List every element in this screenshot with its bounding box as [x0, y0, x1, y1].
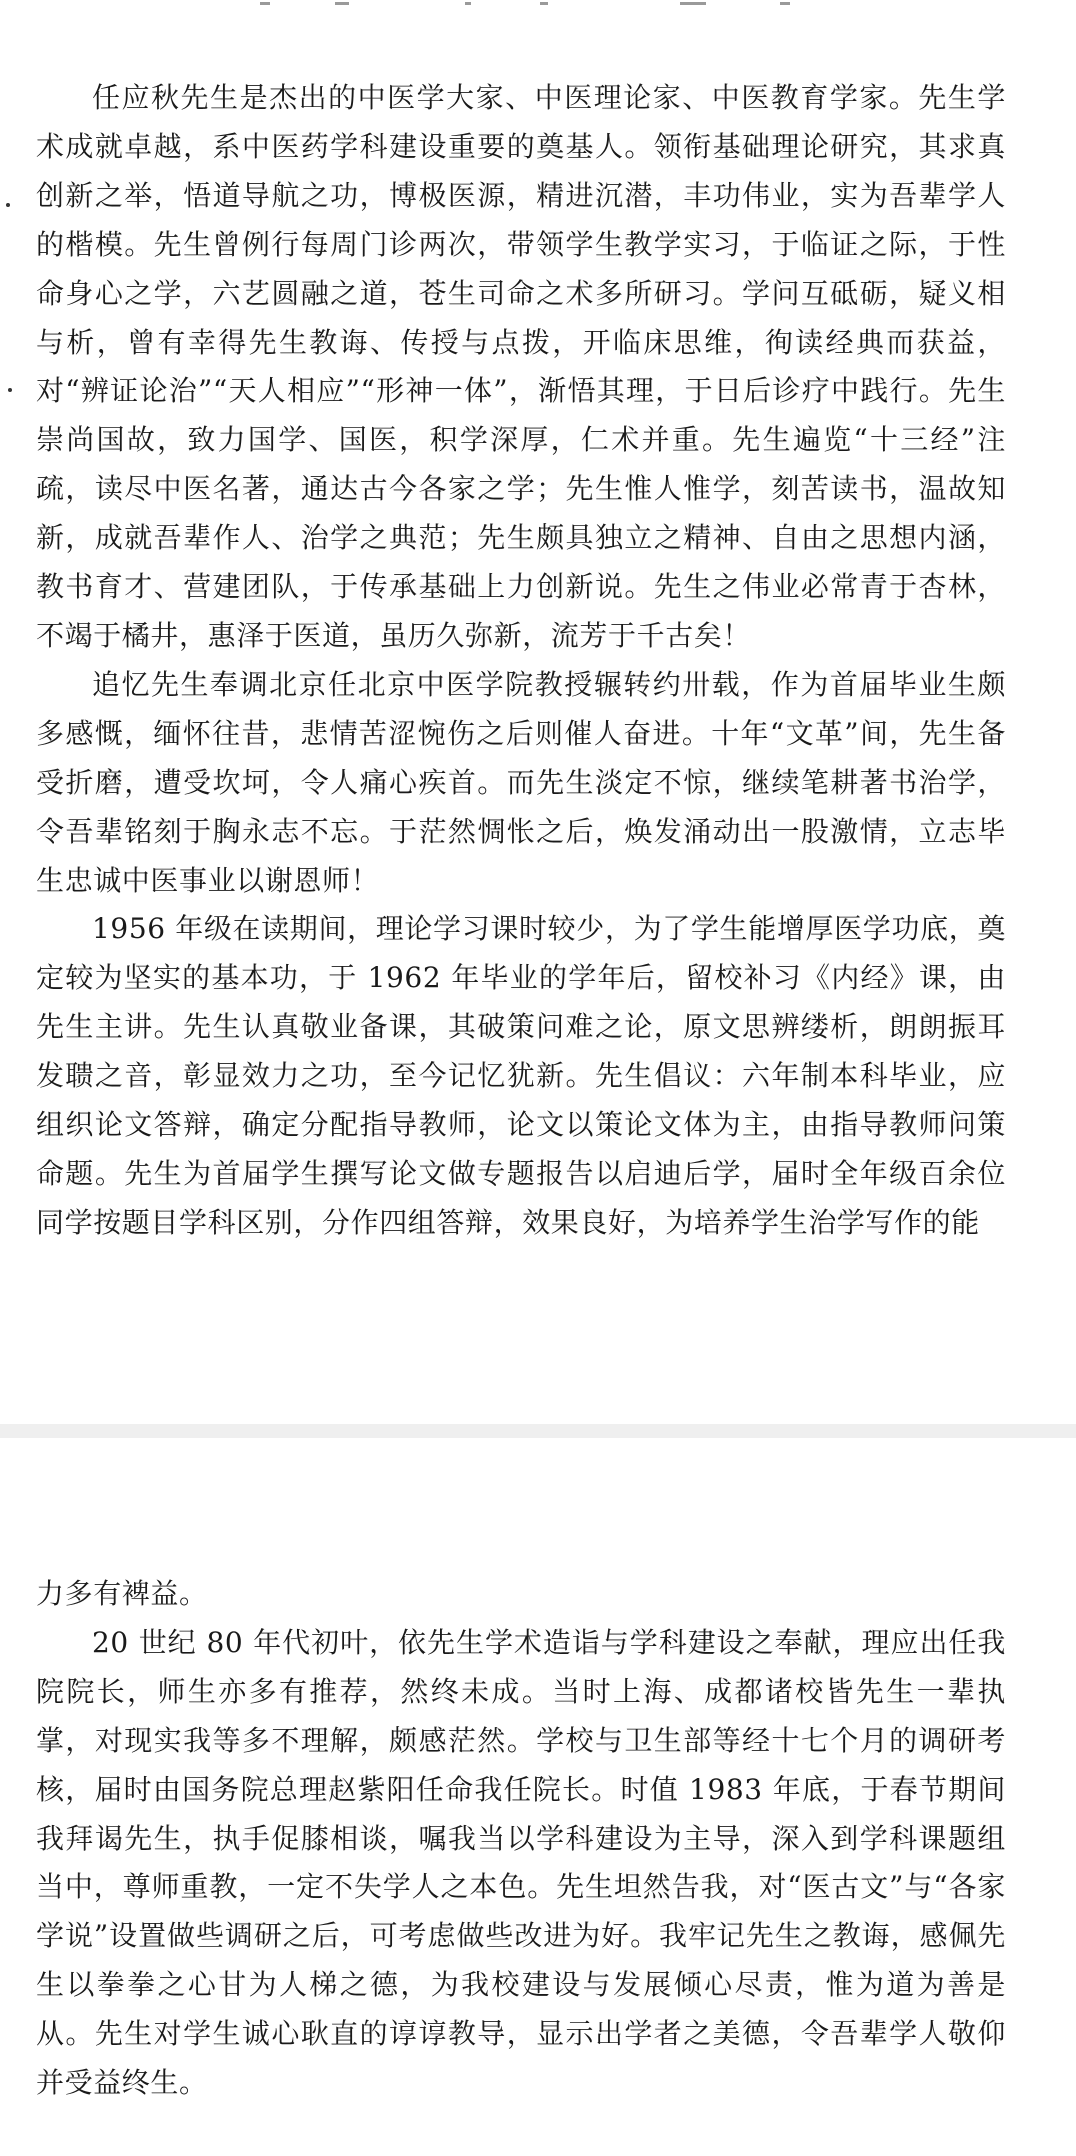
- paragraph: 1956 年级在读期间，理论学习课时较少，为了学生能增厚医学功底，奠定较为坚实的基本功，于 1962 年毕业的学年后，留校补习《内经》课，由先生主讲。先生认真敬业备课，其破策问难之论，原文思辨缕析，朗朗振耳发聩之音，彰显效力之功，至今记忆犹新。先生倡议：六年制本科毕业，应组织论文答辩，确定分配指导教师，论文以策论文体为主，由指导教师问策命题。先生为首届学生撰写论文做专题报告以启迪后学，届时全年级百余位同学按题目学科区别，分作四组答辩，效果良好，为培养学生治学写作的能: [36, 912, 1006, 1239]
- document-page-2: [0, 1438, 1076, 2156]
- body-text: [36, 74, 1006, 1248]
- body-text: [36, 1570, 1006, 2108]
- page-separator: [0, 1424, 1076, 1438]
- scan-artifact-dot: [8, 388, 12, 392]
- paragraph: 20 世纪 80 年代初叶，依先生学术造诣与学科建设之奉献，理应出任我院院长，师生亦多有推荐，然终未成。当时上海、成都诸校皆先生一辈执掌，对现实我等多不理解，颇感茫然。学校与卫生部等经十七个月的调研考核，届时由国务院总理赵紫阳任命我任院长。时值 1983 年底，于春节期间我拜谒先生，执手促膝相谈，嘱我当以学科建设为主导，深入到学科课题组当中，尊师重教，一定不失学人之本色。先生坦然告我，对“医古文”与“各家学说”设置做些调研之后，可考虑做些改进为好。我牢记先生之教诲，感佩先生以拳拳之心甘为人梯之德，为我校建设与发展倾心尽责，惟为道为善是从。先生对学生诚心耿直的谆谆教导，显示出学者之美德，令吾辈学人敬仰并受益终生。: [36, 1625, 1006, 2100]
- scan-artifact-marks: [240, 0, 800, 8]
- scan-artifact-dot: [6, 203, 10, 207]
- paragraph: 任应秋先生是杰出的中医学大家、中医理论家、中医教育学家。先生学术成就卓越，系中医药学科建设重要的奠基人。领衔基础理论研究，其求真创新之举，悟道导航之功，博极医源，精进沉潜，丰功伟业，实为吾辈学人的楷模。先生曾例行每周门诊两次，带领学生教学实习，于临证之际，于性命身心之学，六艺圆融之道，苍生司命之术多所研习。学问互砥砺，疑义相与析，曾有幸得先生教诲、传授与点拨，开临床思维，徇读经典而获益，对“辨证论治”“天人相应”“形神一体”，渐悟其理，于日后诊疗中践行。先生崇尚国故，致力国学、国医，积学深厚，仁术并重。先生遍览“十三经”注疏，读尽中医名著，通达古今各家之学；先生惟人惟学，刻苦读书，温故知新，成就吾辈作人、治学之典范；先生颇具独立之精神、自由之思想内涵，教书育才、营建团队，于传承基础上力创新说。先生之伟业必常青于杏林，不竭于橘井，惠泽于医道，虽历久弥新，流芳于千古矣！: [36, 81, 1006, 652]
- paragraph: 追忆先生奉调北京任北京中医学院教授辗转约卅载，作为首届毕业生颇多感慨，缅怀往昔，悲情苦涩惋伤之后则催人奋进。十年“文革”间，先生备受折磨，遭受坎坷，令人痛心疾首。而先生淡定不惊，继续笔耕著书治学，令吾辈铭刻于胸永志不忘。于茫然惆怅之后，焕发涌动出一股激情，立志毕生忠诚中医事业以谢恩师！: [36, 667, 1006, 897]
- paragraph-continuation: 力多有裨益。: [36, 1577, 208, 1610]
